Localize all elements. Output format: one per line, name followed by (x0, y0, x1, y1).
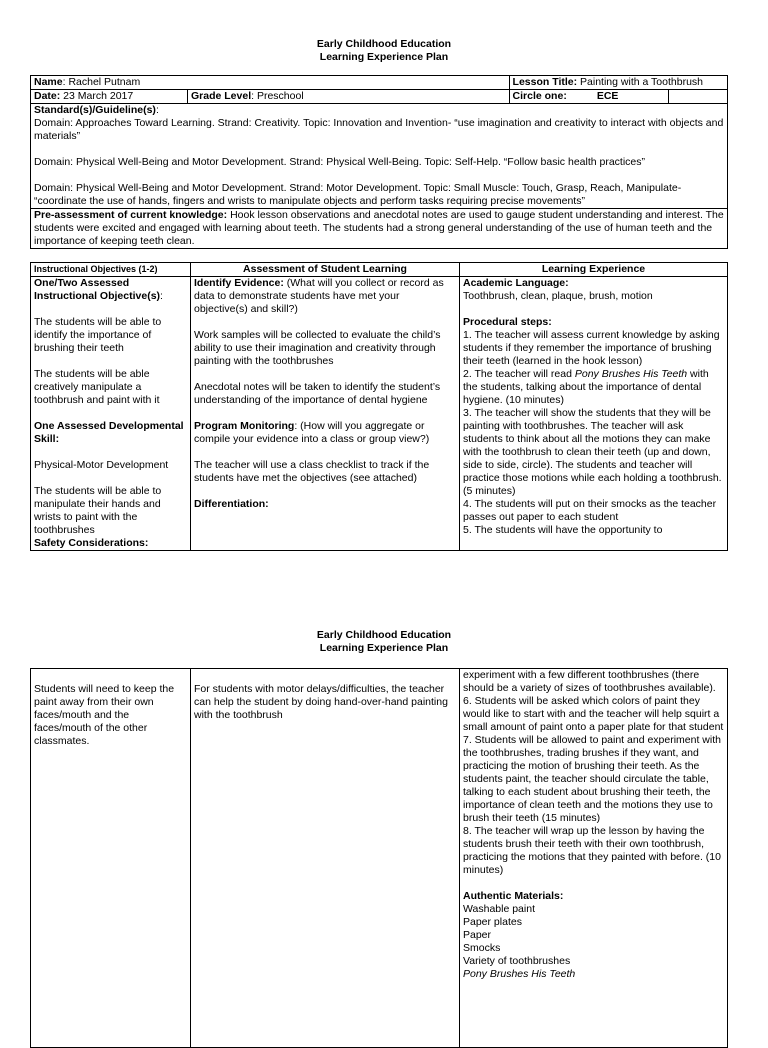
learning-cell: Academic Language: Toothbrush, clean, plaque, brush, motion Procedural steps: 1. The teacher will assess current knowledge by asking students if they remember the importance of brushing their teeth (learned in the hook lesson) 2. The teacher will read Pony Brushes His Teeth with the students, talking about the importance of dental hygiene. (10 minutes) 3. The teacher will show the students that they will be painting with toothbrushes. The teacher will ask students to think about all the motions they can make with the toothbrush to clean their teeth (up and down, side to side, circle). The students and teacher will practice those motions while each holding a toothbrush. (5 minutes) 4. The students will put on their smocks as the teacher passes out paper to each student 5. The students will have the opportunity to (460, 277, 728, 551)
skill-objective: The students will be able to manipulate their hands and wrists to paint with the toothbrushes (34, 485, 162, 536)
academic-language: Toothbrush, clean, plaque, brush, motion (463, 290, 653, 302)
learning-cell-continued (460, 669, 728, 1048)
name-cell: Name: Rachel Putnam (31, 76, 510, 90)
doc-header-line2: Learning Experience Plan (319, 51, 449, 63)
doc-header2-line2: Learning Experience Plan (319, 642, 449, 654)
material-item: Paper (463, 929, 492, 941)
standard-1: Domain: Approaches Toward Learning. Strand: Creativity. Topic: Innovation and Invention- “use imagination and creativity to interact with objects and materials” (34, 117, 724, 142)
col-header-objectives: Instructional Objectives (1-2) (31, 263, 191, 277)
material-item: Washable paint (463, 903, 535, 915)
differentiation-cell (191, 669, 460, 1048)
evidence-2: Anecdotal notes will be taken to identify the student’s understanding of the importance of dental hygiene (194, 381, 441, 406)
plan-table-page2 (30, 668, 728, 1048)
plan-table-page1 (30, 262, 728, 551)
doc-header-line1: Early Childhood Education (316, 38, 452, 50)
monitoring-text: The teacher will use a class checklist to track if the students have met the objectives (see attached) (194, 459, 430, 484)
material-item: Variety of toothbrushes (463, 955, 571, 967)
standard-3: Domain: Physical Well-Being and Motor Development. Strand: Motor Development. Topic: Small Muscle: Touch, Grasp, Reach, Manipulate- “coordinate the use of hands, fingers and wrists to manipulate objects and perform tasks requiring precise movements” (34, 182, 682, 207)
step-8: 8. The teacher will wrap up the lesson by having the students brush their teeth with their own toothbrush, practicing the motions that they painted with before. (10 minutes) (463, 825, 721, 876)
doc-header2-line1: Early Childhood Education (316, 629, 452, 641)
step-6: 6. Students will be asked which colors of paint they would like to start with and the teacher will help squirt a small amount of paint onto a paper plate for that student (463, 695, 724, 733)
circle-cell: Circle one: ECE (509, 90, 668, 104)
objective-2: The students will be able creatively manipulate a toothbrush and paint with it (34, 368, 160, 406)
material-item: Smocks (463, 942, 501, 954)
step-5a: 5. The students will have the opportunity to (463, 524, 663, 536)
lesson-title-cell: Lesson Title: Painting with a Toothbrush (509, 76, 727, 90)
step-3: 3. The teacher will show the students that they will be painting with toothbrushes. The teacher will ask students to think about all the motions they can make with the toothbrush to clean their teeth (up and down, side to side, circle). The students and teacher will practice those motions while each holding a toothbrush. (5 minutes) (463, 407, 722, 497)
info-table (30, 75, 728, 249)
safety-text: Students will need to keep the paint away from their own faces/mouth and the faces/mouth of the other classmates. (34, 683, 175, 747)
step-4: 4. The students will put on their smocks as the teacher passes out paper to each student (463, 498, 717, 523)
material-item: Pony Brushes His Teeth (463, 968, 576, 980)
skill: Physical-Motor Development (34, 459, 169, 471)
col-header-learning: Learning Experience (460, 263, 728, 277)
objectives-cell: One/Two Assessed Instructional Objective(s): The students will be able to identify the importance of brushing their teeth The students will be able creatively manipulate a toothbrush and paint with it One Assessed Developmental Skill: Physical-Motor Development The students will be able to manipulate their hands and wrists to paint with the toothbrushes Safety Considerations: (31, 277, 191, 551)
standard-2: Domain: Physical Well-Being and Motor Development. Strand: Physical Well-Being. Topic: Self-Help. “Follow basic health practices” (34, 156, 646, 168)
step-1: 1. The teacher will assess current knowledge by asking students if they remember the importance of brushing their teeth (learned in the hook lesson) (463, 329, 720, 367)
standards-cell: Standard(s)/Guideline(s): Domain: Approaches Toward Learning. Strand: Creativity. Topic: Innovation and Invention- “use imagination and creativity to interact with objects and materials” Domain: Physical Well-Being and Motor Development. Strand: Physical Well-Being. Topic: Self-Help. “Follow basic health practices” Domain: Physical Well-Being and Motor Development. Strand: Motor Development. Topic: Small Muscle: Touch, Grasp, Reach, Manipulate- “coordinate the use of hands, fingers and wrists to manipulate objects and perform tasks requiring precise movements” (31, 104, 728, 209)
step-7: 7. Students will be allowed to paint and experiment with the toothbrushes, trading brushes if they want, and practicing the motion of brushing their teeth. As the students paint, the teacher should circulate the table, talking to each student about brushing their teeth, the importance of clean teeth and the motions they use to brush their teeth (15 minutes) (463, 734, 721, 824)
col-header-assessment: Assessment of Student Learning (191, 263, 460, 277)
step-2: 2. The teacher will read Pony Brushes His Teeth with the students, talking about the importance of dental hygiene. (10 minutes) (463, 368, 709, 406)
material-item: Paper plates (463, 916, 522, 928)
safety-cell (31, 669, 191, 1048)
grade-cell: Grade Level: Preschool (188, 90, 510, 104)
step-5b: experiment with a few different toothbrushes (there should be a variety of sizes of toothbrushes available). (463, 669, 716, 694)
evidence-1: Work samples will be collected to evaluate the child’s ability to use their imagination and creativity through painting with the toothbrushes (194, 329, 441, 367)
assessment-cell: Identify Evidence: (What will you collect or record as data to demonstrate students have met your objective(s) and skill?) Work samples will be collected to evaluate the child’s ability to use their imagination and creativity through painting with the toothbrushes Anecdotal notes will be taken to identify the student’s understanding of the importance of dental hygiene Program Monitoring: (How will you aggregate or compile your evidence into a class or group view?) The teacher will use a class checklist to track if the students have met the objectives (see attached) Differentiation: (191, 277, 460, 551)
date-cell: Date: 23 March 2017 (31, 90, 188, 104)
differentiation-text: For students with motor delays/difficulties, the teacher can help the student by doing hand-over-hand painting with the toothbrush (194, 683, 448, 721)
materials-label: Authentic Materials: (463, 890, 564, 902)
objective-1: The students will be able to identify the importance of brushing their teeth (34, 316, 162, 354)
preassessment-cell: Pre-assessment of current knowledge: Hook lesson observations and anecdotal notes are used to gauge student understanding and interest. The students were excited and engaged with learning about teeth. The students had a strong general understanding of the use of human teeth and the importance of keeping teeth clean. (31, 209, 728, 249)
